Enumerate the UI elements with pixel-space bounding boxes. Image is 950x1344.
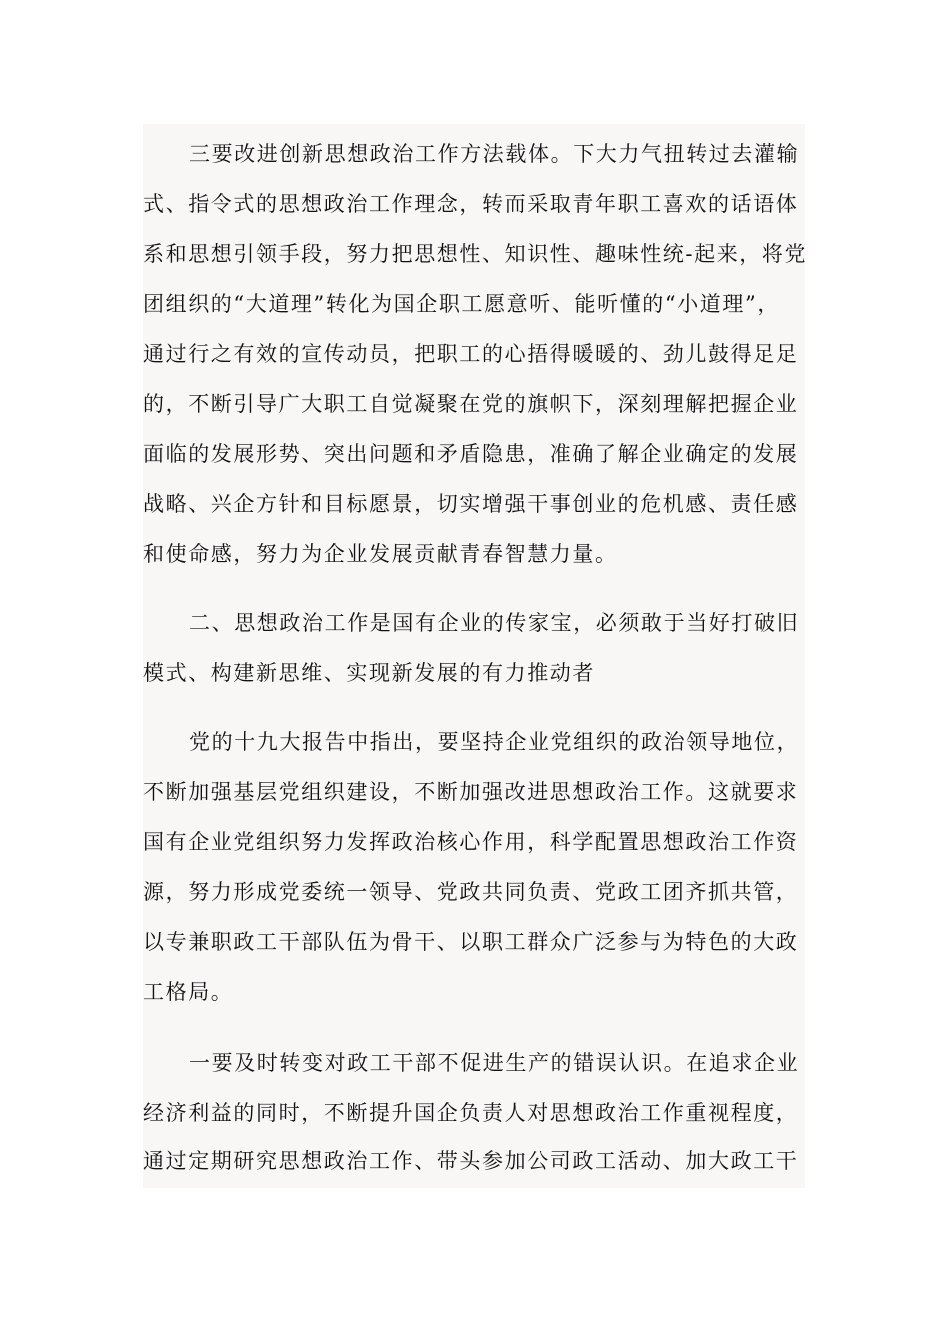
- paragraph-1-line-8: 战略、兴企方针和目标愿景，切实增强干事创业的危机感、责任感: [143, 492, 799, 516]
- paragraph-3-line-4: 源，努力形成党委统一领导、党政共同负责、党政工团齐抓共管，: [143, 880, 799, 904]
- paragraph-1-line-9: 和使命感，努力为企业发展贡献青春智慧力量。: [143, 542, 618, 566]
- paragraph-4-line-2: 经济利益的同时，不断提升国企负责人对思想政治工作重视程度，: [143, 1101, 799, 1125]
- paragraph-1-line-4: 团组织的“大道理”转化为国企职工愿意听、能听懂的“小道理”，: [143, 292, 780, 316]
- paragraph-3-line-2: 不断加强基层党组织建设，不断加强改进思想政治工作。这就要求: [143, 780, 799, 804]
- paragraph-1-line-7: 面临的发展形势、突出问题和矛盾隐患，准确了解企业确定的发展: [143, 442, 799, 466]
- paragraph-3-line-5: 以专兼职政工干部队伍为骨干、以职工群众广泛参与为特色的大政: [143, 930, 799, 954]
- paragraph-3-line-6: 工格局。: [143, 980, 234, 1004]
- paragraph-1-line-5: 通过行之有效的宣传动员，把职工的心捂得暖暖的、劲儿鼓得足足: [143, 342, 799, 366]
- section-heading-line-2: 模式、构建新思维、实现新发展的有力推动者: [143, 661, 595, 685]
- paragraph-1-line-1: 三要改进创新思想政治工作方法载体。下大力气扭转过去灌输: [189, 142, 800, 166]
- paragraph-1-line-3: 系和思想引领手段，努力把思想性、知识性、趣味性统-起来，将党: [143, 242, 808, 266]
- paragraph-1-line-2: 式、指令式的思想政治工作理念，转而采取青年职工喜欢的话语体: [143, 192, 799, 216]
- paragraph-4-line-3: 通过定期研究思想政治工作、带头参加公司政工活动、加大政工干: [143, 1149, 799, 1173]
- paragraph-3-line-3: 国有企业党组织努力发挥政治核心作用，科学配置思想政治工作资: [143, 830, 799, 854]
- paragraph-4-line-1: 一要及时转变对政工干部不促进生产的错误认识。在追求企业: [189, 1051, 800, 1075]
- section-heading-line-1: 二、思想政治工作是国有企业的传家宝，必须敢于当好打破旧: [189, 611, 800, 635]
- document-body: [143, 124, 808, 1188]
- paragraph-1-line-6: 的，不断引导广大职工自觉凝聚在党的旗帜下，深刻理解把握企业: [143, 392, 799, 416]
- paragraph-3-line-1: 党的十九大报告中指出，要坚持企业党组织的政治领导地位，: [189, 730, 800, 754]
